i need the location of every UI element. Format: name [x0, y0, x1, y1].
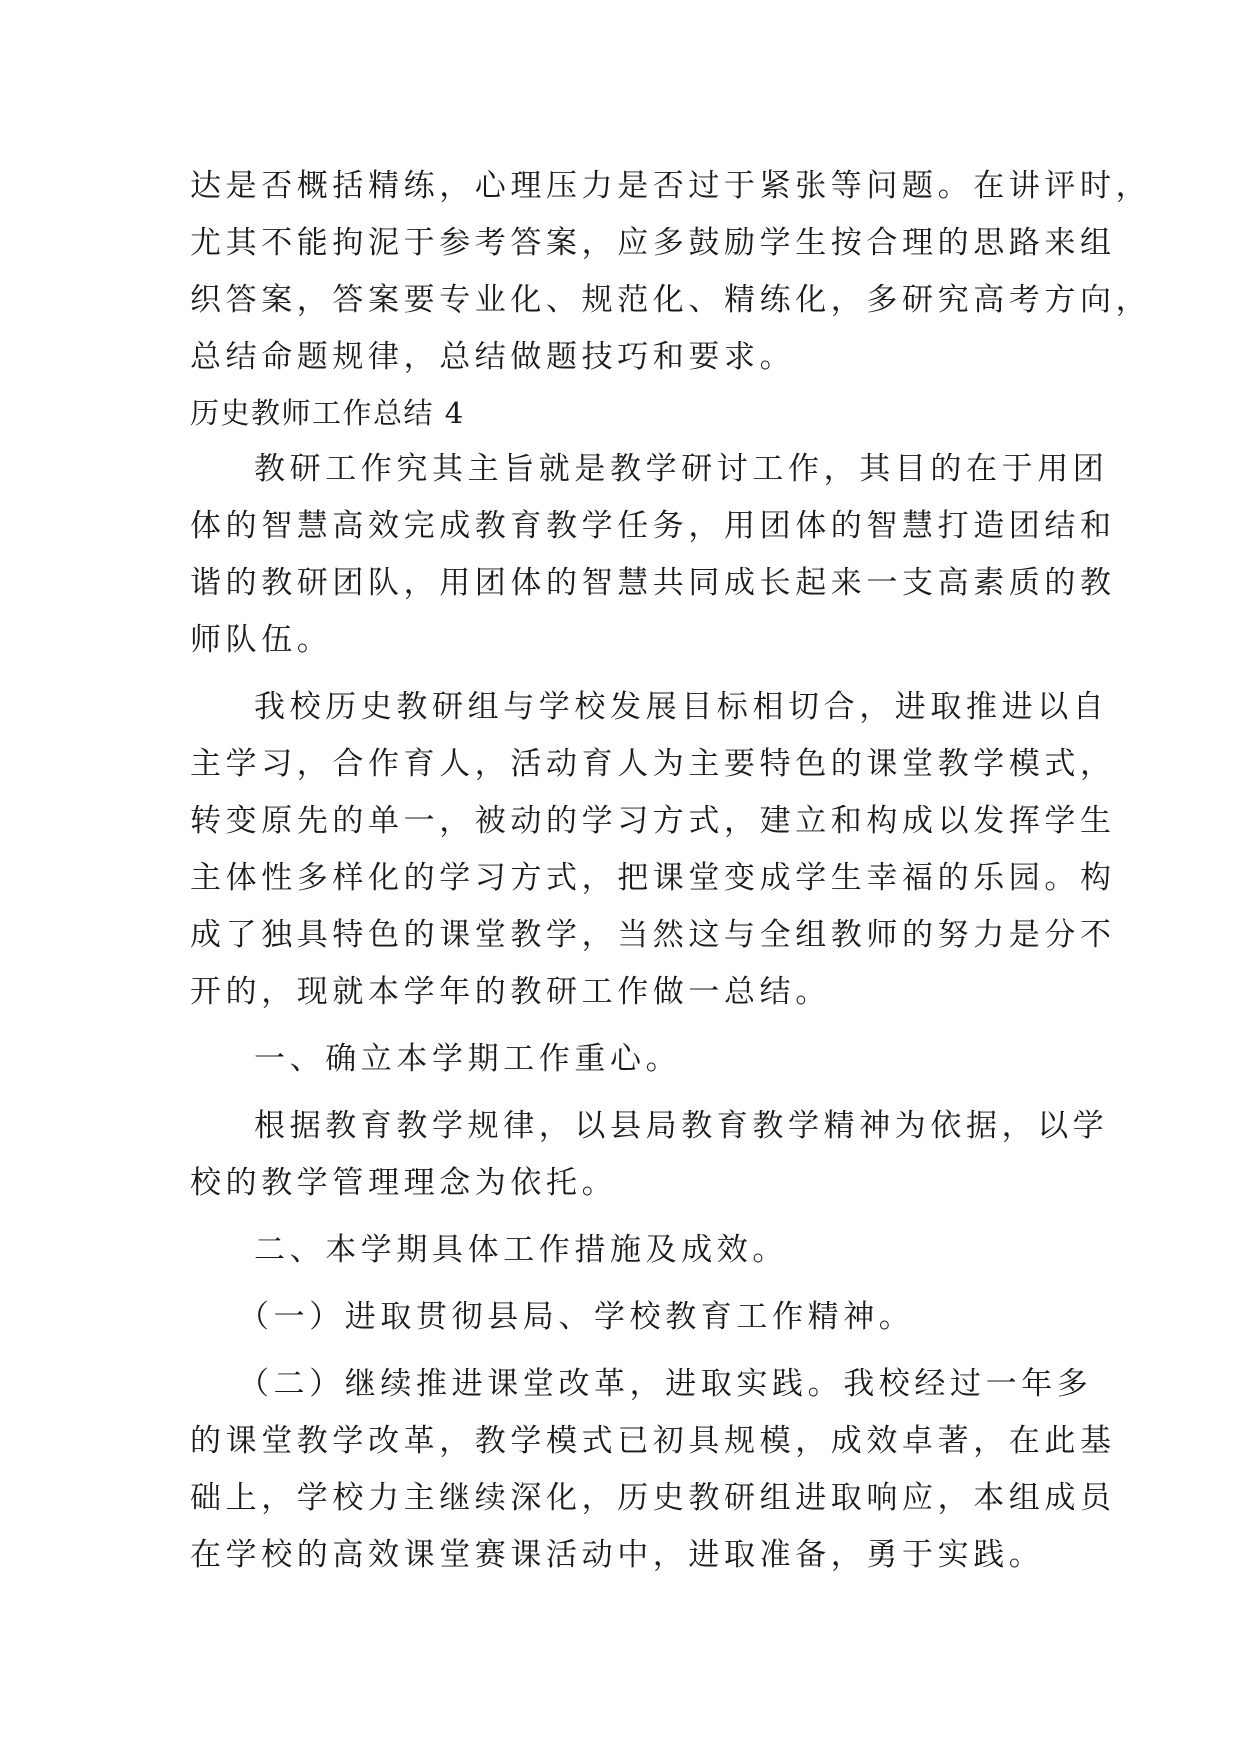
paragraph-3 — [190, 1098, 1109, 1212]
item-1: （一）进取贯彻县局、学校教育工作精神。 — [238, 1299, 915, 1335]
text-line: 我校历史教研组与学校发展目标相切合，进取推进以自 — [254, 689, 1109, 725]
text-line: 主体性多样化的学习方式，把课堂变成学生幸福的乐园。构 — [190, 860, 1116, 896]
text-line: 师队伍。 — [190, 622, 333, 658]
text-line: 谐的教研团队，用团体的智慧共同成长起来一支高素质的教 — [190, 565, 1116, 601]
text-line: 转变原先的单一，被动的学习方式，建立和构成以发挥学生 — [190, 803, 1116, 839]
text-line: （二）继续推进课堂改革，进取实践。我校经过一年多 — [238, 1366, 1093, 1402]
section-title: 历史教师工作总结 4 — [190, 396, 465, 430]
paragraph-1 — [190, 441, 1116, 669]
paragraph-2 — [190, 679, 1116, 1021]
text-line: 教研工作究其主旨就是教学研讨工作，其目的在于用团 — [254, 451, 1109, 487]
text-line: 开的，现就本学年的教研工作做一总结。 — [190, 974, 831, 1010]
heading-1: 一、确立本学期工作重心。 — [254, 1041, 682, 1077]
continuation-paragraph — [190, 158, 1152, 386]
text-line: 成了独具特色的课堂教学，当然这与全组教师的努力是分不 — [190, 917, 1116, 953]
text-line: 尤其不能拘泥于参考答案，应多鼓励学生按合理的思路来组 — [190, 225, 1116, 261]
text-line: 根据教育教学规律，以县局教育教学精神为依据，以学 — [254, 1108, 1109, 1144]
text-line: 的课堂教学改革，教学模式已初具规模，成效卓著，在此基 — [190, 1423, 1116, 1459]
heading-2: 二、本学期具体工作措施及成效。 — [254, 1232, 788, 1268]
document-page — [190, 158, 1152, 1584]
text-line: 校的教学管理理念为依托。 — [190, 1165, 618, 1201]
text-line: 在学校的高效课堂赛课活动中，进取准备，勇于实践。 — [190, 1537, 1045, 1573]
text-line: 主学习，合作育人，活动育人为主要特色的课堂教学模式， — [190, 746, 1116, 782]
text-line: 体的智慧高效完成教育教学任务，用团体的智慧打造团结和 — [190, 508, 1116, 544]
text-line: 织答案，答案要专业化、规范化、精练化，多研究高考方向， — [190, 282, 1152, 318]
text-line: 总结命题规律，总结做题技巧和要求。 — [190, 339, 796, 375]
paragraph-4 — [190, 1356, 1116, 1584]
text-line: 础上，学校力主继续深化，历史教研组进取响应，本组成员 — [190, 1480, 1116, 1516]
text-line: 达是否概括精练，心理压力是否过于紧张等问题。在讲评时， — [190, 168, 1152, 204]
